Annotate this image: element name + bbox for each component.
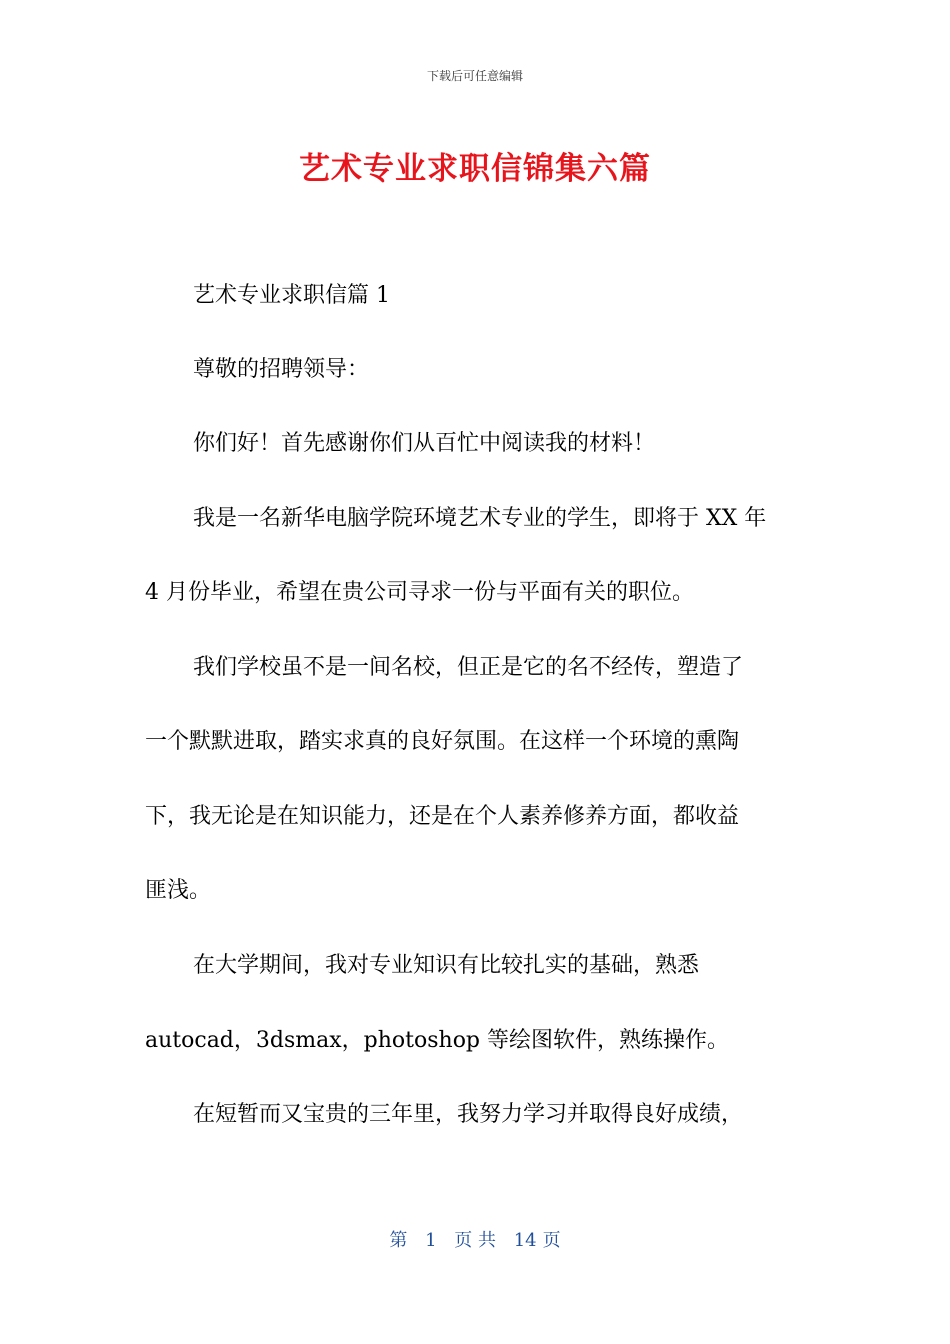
body-line: autocad，3dsmax，photoshop 等绘图软件，熟练操作。	[145, 1028, 730, 1053]
body-line: 下，我无论是在知识能力，还是在个人素养修养方面，都收益	[145, 804, 740, 829]
document-title: 艺术专业求职信锦集六篇	[299, 151, 651, 187]
body-line: 在短暂而又宝贵的三年里，我努力学习并取得良好成绩，	[193, 1102, 744, 1127]
footer-page-number: 1	[425, 1230, 437, 1251]
body-line: 我们学校虽不是一间名校，但正是它的名不经传，塑造了	[193, 655, 744, 680]
body-line: 4 月份毕业，希望在贵公司寻求一份与平面有关的职位。	[145, 580, 694, 605]
footer-total-pages: 14	[513, 1230, 537, 1251]
body-line: 匪浅。	[145, 878, 212, 903]
body-line: 我是一名新华电脑学院环境艺术专业的学生，即将于 XX 年	[193, 506, 767, 531]
section-heading: 艺术专业求职信篇 1	[193, 283, 390, 308]
page-footer	[0, 1226, 950, 1252]
body-line: 在大学期间，我对专业知识有比较扎实的基础，熟悉	[193, 953, 700, 978]
footer-suffix: 页	[542, 1230, 561, 1251]
body-line: 一个默默进取，踏实求真的良好氛围。在这样一个环境的熏陶	[145, 729, 740, 754]
salutation: 尊敬的招聘领导：	[193, 357, 370, 382]
header-note: 下载后可任意编辑	[426, 69, 523, 83]
greeting-line: 你们好！首先感谢你们从百忙中阅读我的材料！	[193, 431, 656, 456]
footer-prefix: 第	[389, 1230, 408, 1251]
footer-mid: 页 共	[454, 1230, 496, 1251]
